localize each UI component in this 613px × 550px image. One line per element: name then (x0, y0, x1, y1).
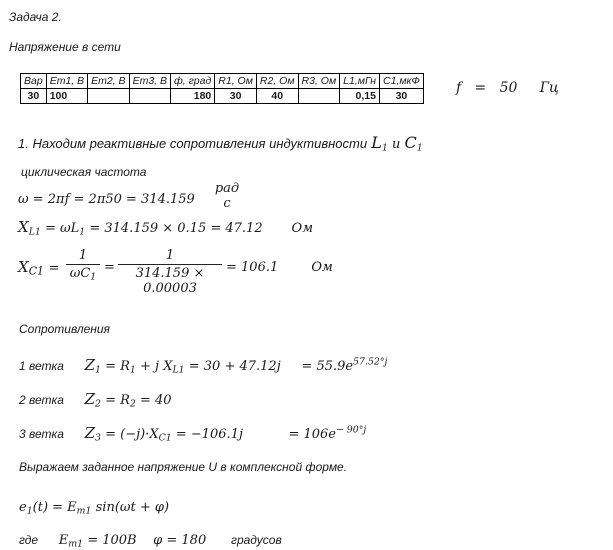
xc1-result-value: = 106.1 (226, 260, 279, 275)
xc1-f2-den: 314.159 × 0.00003 (135, 266, 205, 296)
branch-expr3: = −106.1j (175, 427, 243, 442)
table-row (21, 89, 424, 104)
omega-equation: ω = 2πf = 2π50 = 314.159 (18, 192, 195, 207)
table-header-row (21, 74, 424, 89)
C-sub: 1 (416, 142, 423, 154)
xc1-f1-den: ωC (69, 266, 91, 281)
xl1-lhs-sub: L1 (28, 226, 41, 238)
table-header-cell: Вар (21, 74, 47, 89)
xl1-rhs: = 314.159 × 0.15 = 47.12 (89, 221, 263, 236)
xc1-eq2: = (104, 260, 115, 275)
table-cell: 0,15 (340, 89, 380, 104)
z-sub: 1 (95, 364, 101, 376)
table-cell (129, 89, 170, 104)
xc1-eq: = (48, 261, 60, 276)
omega-unit-den: с (223, 196, 231, 211)
branch-label: 3 ветка (19, 427, 64, 441)
branch-polar: = 106e (288, 427, 336, 442)
xl1-unit: Ом (291, 221, 313, 236)
xc1-f1-num: 1 (78, 248, 88, 263)
table-cell (88, 89, 129, 104)
branch-3-row (19, 424, 366, 443)
xc1-lhs-group (18, 258, 60, 278)
branch-polar-exp: − 90°j (336, 424, 367, 436)
xc1-f1-den-sub: 1 (90, 271, 97, 283)
complex-form-text: Выражаем заданное напряжение U в комплексной форме. (19, 460, 348, 474)
step1-heading (18, 133, 423, 153)
branch-polar: = 55.9e (301, 359, 354, 374)
em-sub: m1 (68, 538, 84, 550)
xc1-fraction-1 (66, 248, 100, 282)
omega-unit (210, 181, 244, 211)
where-label: где (19, 533, 39, 547)
table-cell (298, 89, 340, 104)
z-symbol: Z (84, 390, 95, 408)
fraction-bar (66, 264, 100, 265)
table-header-cell: Em1, В (46, 74, 87, 89)
z-sub: 2 (95, 398, 101, 410)
omega-unit-num: рад (214, 181, 240, 196)
e1-lhs-sub: 1 (26, 505, 33, 517)
e1-rhs: sin(ωt + φ) (95, 500, 170, 515)
branch-expr1: = R (105, 359, 130, 374)
branch-polar-exp: 57.52°j (353, 356, 388, 368)
z-sub: 3 (95, 432, 101, 444)
e1-em-sub: m1 (76, 505, 92, 517)
table-header-cell: Em2, В (88, 74, 129, 89)
xc1-result (226, 260, 333, 275)
xc1-lhs: X (18, 258, 29, 276)
em-symbol: E (58, 533, 69, 548)
table-cell: 100 (46, 89, 87, 104)
z-symbol: Z (84, 356, 95, 374)
xl1-eq1: = ωL (44, 221, 80, 236)
e1-lhs-arg: (t) = E (32, 500, 77, 515)
cyclic-frequency-label: циклическая частота (21, 165, 147, 179)
table-header-cell: C1,мкФ (379, 74, 423, 89)
xl1-lhs: X (18, 218, 29, 236)
section-voltage-heading: Напряжение в сети (9, 40, 121, 54)
branch-expr3: = 30 + 47.12j (188, 359, 281, 374)
xc1-f2-num: 1 (165, 248, 175, 263)
table-cell: 30 (21, 89, 47, 104)
C-symbol: C (404, 133, 417, 152)
task-title: Задача 2. (9, 10, 62, 24)
em-value: = 100B (87, 533, 137, 548)
phi-value: φ = 180 (153, 533, 207, 548)
branch-expr1-sub: 2 (129, 398, 136, 410)
branch-expr1: = R (105, 393, 130, 408)
xc1-lhs-sub: C1 (28, 264, 44, 278)
freq-symbol: f (456, 80, 462, 96)
table-cell: 180 (171, 89, 215, 104)
e1-lhs: e (19, 500, 27, 515)
xc1-fraction-2 (118, 248, 222, 296)
xl1-eq1-sub: 1 (79, 226, 86, 238)
branch-label: 2 ветка (19, 393, 64, 407)
freq-eq: = (474, 80, 487, 96)
branch-expr1-sub: C1 (158, 432, 172, 444)
variant-table (20, 73, 424, 104)
branch-expr2-sub: L1 (172, 364, 185, 376)
table-header-cell: R2, Ом (256, 74, 298, 89)
table-header-cell: L1,мГн (340, 74, 380, 89)
table-cell: 30 (215, 89, 257, 104)
and-word: и (391, 137, 401, 152)
branch-1-row (19, 356, 387, 375)
frequency-equation (456, 80, 559, 96)
L-symbol: L (371, 133, 382, 152)
branch-expr2: + j X (140, 359, 173, 374)
e1-equation (19, 500, 169, 516)
phi-unit: градусов (231, 533, 282, 547)
freq-value: 50 (499, 80, 518, 96)
table-header-cell: Em3, В (129, 74, 170, 89)
fraction-bar (118, 264, 222, 265)
impedance-heading: Сопротивления (19, 322, 110, 336)
branch-expr1-sub: 1 (129, 364, 136, 376)
table-header-cell: R3, Ом (298, 74, 340, 89)
table-cell: 40 (256, 89, 298, 104)
L-sub: 1 (381, 142, 388, 154)
table-header-cell: R1, Ом (215, 74, 257, 89)
freq-unit: Гц (539, 80, 559, 96)
branch-label: 1 ветка (19, 359, 64, 373)
table-cell: 30 (379, 89, 423, 104)
xl1-equation (18, 218, 313, 237)
z-symbol: Z (84, 424, 95, 442)
step1-text: 1. Находим реактивные сопротивления индуктивности (18, 136, 368, 151)
xc1-unit: Ом (311, 260, 333, 275)
branch-2-row (19, 390, 172, 409)
table-header-cell: ф, град (171, 74, 215, 89)
branch-expr3: = 40 (140, 393, 172, 408)
where-line (19, 533, 282, 549)
branch-expr1: = (−j)·X (105, 427, 159, 442)
